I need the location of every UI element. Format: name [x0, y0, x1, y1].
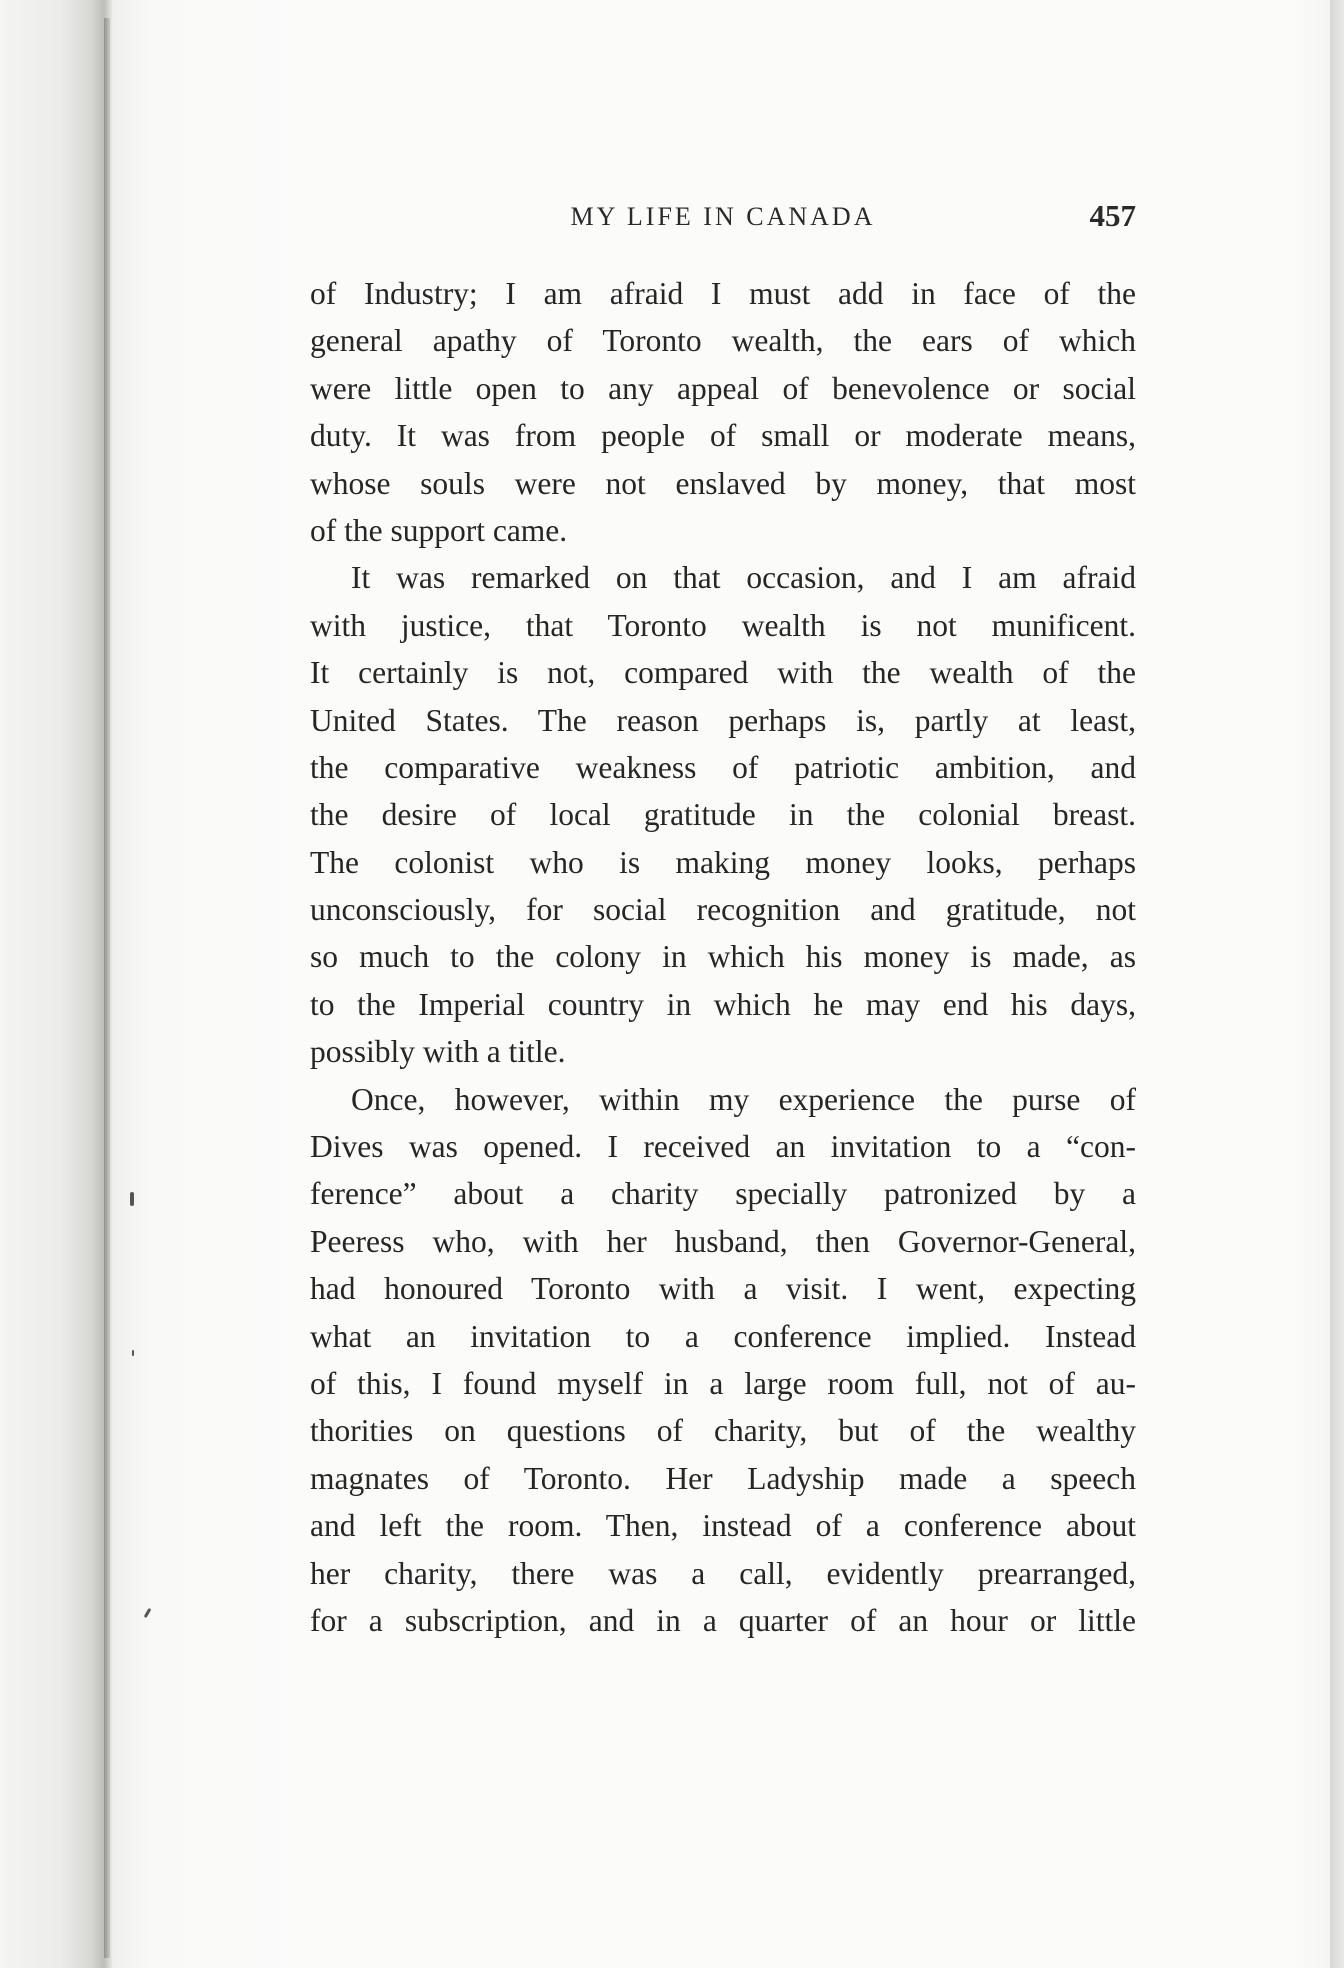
- book-spine-edge: [104, 18, 110, 1958]
- text-line: to the Imperial country in which he may end his days,: [310, 986, 1136, 1022]
- paragraph: [310, 1076, 1136, 1645]
- page-number: 457: [1089, 198, 1136, 233]
- text-line: duty. It was from people of small or moderate means,: [310, 418, 1136, 454]
- text-line: It was remarked on that occasion, and I am afraid: [351, 560, 1136, 596]
- text-line: of Industry; I am afraid I must add in face of the: [310, 276, 1136, 311]
- body-text: [310, 270, 1136, 1644]
- page-right-edge: [1330, 0, 1344, 1968]
- paragraph: [310, 270, 1136, 554]
- text-line: general apathy of Toronto wealth, the ears of which: [310, 323, 1136, 359]
- text-line: of this, I found myself in a large room full, not of au-: [310, 1365, 1136, 1401]
- running-header: [310, 198, 1136, 238]
- text-line: The colonist who is making money looks, perhaps: [310, 844, 1136, 880]
- text-line: It certainly is not, compared with the wealth of the: [310, 655, 1136, 691]
- text-line: unconsciously, for social recognition and gratitude, not: [310, 892, 1136, 928]
- paragraph: [310, 554, 1136, 1075]
- text-line: so much to the colony in which his money is made, as: [310, 939, 1136, 975]
- running-title: MY LIFE IN CANADA: [570, 202, 876, 231]
- text-line: possibly with a title.: [310, 1034, 566, 1070]
- text-line: had honoured Toronto with a visit. I went, expecting: [310, 1271, 1136, 1307]
- text-line: the comparative weakness of patriotic ambition, and: [310, 749, 1136, 785]
- text-line: were little open to any appeal of benevolence or social: [310, 370, 1136, 406]
- text-line: for a subscription, and in a quarter of an hour or little: [310, 1602, 1136, 1638]
- text-line: magnates of Toronto. Her Ladyship made a speech: [310, 1460, 1136, 1496]
- text-line: Dives was opened. I received an invitation to a “con-: [310, 1129, 1136, 1165]
- text-line: Once, however, within my experience the purse of: [351, 1081, 1136, 1117]
- margin-speck: [130, 1192, 134, 1206]
- text-line: her charity, there was a call, evidently prearranged,: [310, 1555, 1136, 1591]
- text-line: the desire of local gratitude in the colonial breast.: [310, 797, 1136, 833]
- text-line: Peeress who, with her husband, then Governor-General,: [310, 1223, 1136, 1259]
- text-line: thorities on questions of charity, but of the wealthy: [310, 1413, 1136, 1449]
- book-binding-shadow: [0, 0, 112, 1968]
- text-line: and left the room. Then, instead of a conference about: [310, 1508, 1136, 1544]
- text-line: United States. The reason perhaps is, partly at least,: [310, 702, 1136, 738]
- text-line: what an invitation to a conference implied. Instead: [310, 1318, 1136, 1354]
- text-line: whose souls were not enslaved by money, that most: [310, 465, 1136, 501]
- text-line: of the support came.: [310, 512, 568, 548]
- text-line: with justice, that Toronto wealth is not munificent.: [310, 607, 1136, 643]
- text-line: ference” about a charity specially patronized by a: [310, 1176, 1136, 1212]
- margin-speck: [132, 1350, 134, 1356]
